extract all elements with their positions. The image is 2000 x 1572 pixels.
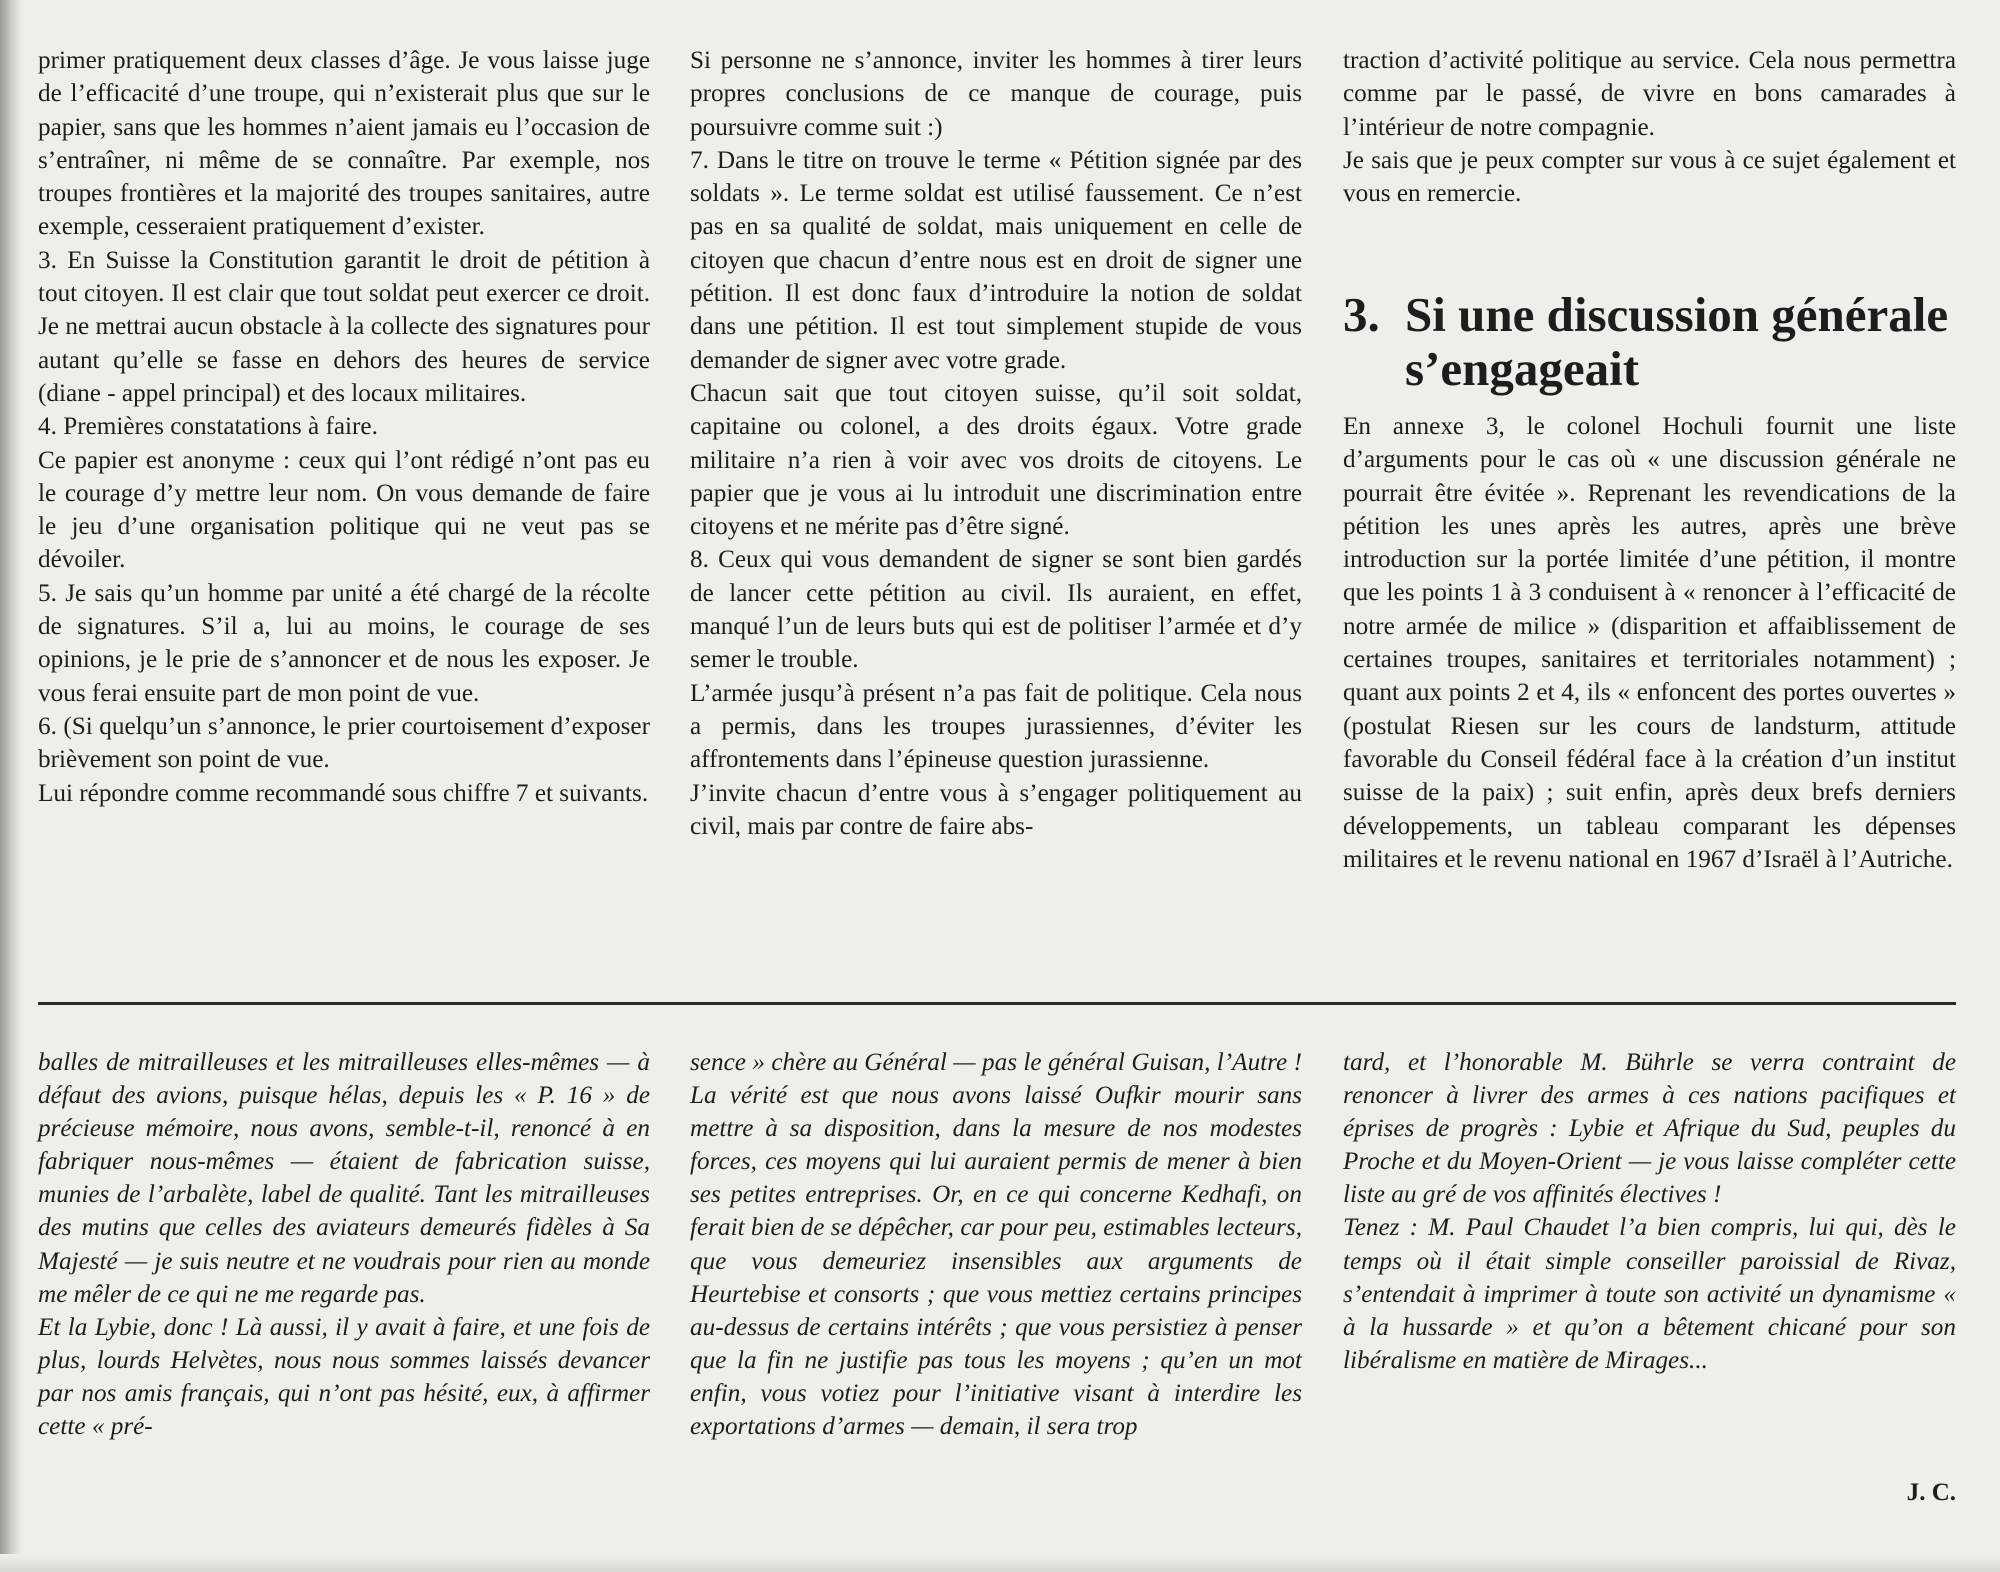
paragraph: Si personne ne s’annonce, inviter les hommes à tirer leurs propres conclusions de ce manque de courage, puis poursuivre comme suit :) bbox=[690, 47, 1302, 141]
paragraph: En annexe 3, le colonel Hochuli fournit une liste d’arguments pour le cas où « une discussion générale ne pourrait être évitée ». Reprenant les revendications de la pétition les unes après les autres, après une brève introduction sur la portée limitée d’une pétition, il montre que les points 1 à 3 conduisent à « renoncer à l’efficacité de notre armée de milice » (disparition et affaiblissement de certaines troupes, sanitaires et territoriales notamment) ; quant aux points 2 et 4, ils « enfoncent des portes ouvertes » (postulat Riesen sur les cours de landsturm, attitude favorable du Conseil fédéral face à la création d’un institut suisse de la paix) ; suit enfin, après deux brefs derniers développements, un tableau comparant les dépenses militaires et le revenu national en 1967 d’Israël à l’Autriche. bbox=[1343, 413, 1956, 873]
paragraph: 8. Ceux qui vous demandent de signer se sont bien gardés de lancer cette pétition au civil. Ils auraient, en effet, manqué l’un de leurs buts qui est de politiser l’armée et d’y semer le trouble. bbox=[690, 546, 1302, 674]
paragraph: Tenez : M. Paul Chaudet l’a bien compris, lui qui, dès le temps où il était simple conseiller paroissial de Rivaz, s’entendait à imprimer à toute son activité un dynamisme « à la hussarde » et qu’on a bêtement chicané pour son libéralisme en matière de Mirages... bbox=[1343, 1214, 1956, 1374]
paragraph: Ce papier est anonyme : ceux qui l’ont rédigé n’ont pas eu le courage d’y mettre leur nom. On vous demande de faire le jeu d’une organisation politique qui ne veut pas se dévoiler. bbox=[38, 446, 650, 574]
section-number: 3. bbox=[1343, 287, 1380, 342]
paragraph: primer pratiquement deux classes d’âge. Je vous laisse juge de l’efficacité d’une troupe, qui n’existerait plus que sur le papier, sans que les hommes n’aient jamais eu l’occasion de s’entraîner, ni même de se connaître. Par exemple, nos troupes frontières et la majorité des troupes sanitaires, autre exemple, cesseraient pratiquement d’exister. bbox=[38, 47, 650, 241]
paragraph: Lui répondre comme recommandé sous chiffre 7 et suivants. bbox=[38, 779, 649, 807]
horizontal-rule bbox=[38, 1002, 1956, 1005]
paragraph: L’armée jusqu’à présent n’a pas fait de politique. Cela nous a permis, dans les troupes jurassiennes, d’éviter les affrontements dans l’épineuse question jurassienne. bbox=[690, 679, 1302, 774]
paragraph: 7. Dans le titre on trouve le terme « Pétition signée par des soldats ». Le terme soldat est utilisé faussement. Ce n’est pas en sa qualité de soldat, mais uniquement en celle de citoyen que chacun d’entre nous est en droit de signer une pétition. Il est donc faux d’introduire la notion de soldat dans une pétition. Il est tout simplement stupide de vous demander de signer avec votre grade. bbox=[690, 146, 1302, 374]
scan-bottom-edge bbox=[0, 1554, 2000, 1572]
paragraph: 4. Premières constatations à faire. bbox=[38, 413, 378, 441]
paragraph: 3. En Suisse la Constitution garantit le droit de pétition à tout citoyen. Il est clair que tout soldat peut exercer ce droit. Je ne mettrai aucun obstacle à la collecte des signatures pour autant qu’elle se fasse en dehors des heures de service (diane - appel principal) et des locaux militaires. bbox=[38, 246, 650, 407]
paragraph: 5. Je sais qu’un homme par unité a été chargé de la récolte de signatures. S’il a, lui au moins, le courage de ses opinions, je le prie de s’annoncer et de nous les exposer. Je vous ferai ensuite part de mon point de vue. bbox=[38, 579, 650, 707]
paragraph: J’invite chacun d’entre vous à s’engager politiquement au civil, mais par contre de faire abs- bbox=[690, 779, 1302, 840]
lower-column-1 bbox=[38, 1046, 650, 1443]
heading-line-1: Si une discussion générale bbox=[1405, 287, 1949, 342]
paragraph: Et la Lybie, donc ! Là aussi, il y avait à faire, et une fois de plus, lourds Helvètes, nous nous sommes laissés devancer par nos amis français, qui n’ont pas hésité, eux, à affirmer cette « pré- bbox=[38, 1313, 650, 1441]
section-heading bbox=[1343, 288, 1963, 396]
lower-column-3 bbox=[1343, 1046, 1956, 1377]
paragraph: sence » chère au Général — pas le général Guisan, l’Autre ! La vérité est que nous avons laissé Oufkir mourir sans mettre à sa disposition, dans la mesure de nos modestes forces, ces moyens qui lui auraient permis de mener à bien ses petites entreprises. Or, en ce qui concerne Kedhafi, on ferait bien de se dépêcher, car pour peu, estimables lecteurs, que vous demeuriez insensibles aux arguments de Heurtebise et consorts ; que vous mettiez certains principes au-dessus de certains intérêts ; que vous persistiez à penser que la fin ne justifie pas tous les moyens ; qu’en un mot enfin, vous votiez pour l’initiative visant à interdire les exportations d’armes — demain, il sera trop bbox=[690, 1049, 1302, 1441]
upper-column-3-bottom bbox=[1343, 410, 1956, 876]
scan-shadow-edge bbox=[0, 0, 22, 1572]
paragraph: balles de mitrailleuses et les mitrailleuses elles-mêmes — à défaut des avions, puisque hélas, depuis les « P. 16 » de précieuse mémoire, nous avons, semble-t-il, renoncé à en fabriquer nous-mêmes — étaient de fabrication suisse, munies de l’arbalète, label de qualité. Tant les mitrailleuses des mutins que celles des aviateurs demeurés fidèles à Sa Majesté — je suis neutre et ne voudrais pour rien au monde me mêler de ce qui ne me regarde pas. bbox=[38, 1049, 650, 1308]
upper-column-1 bbox=[38, 44, 650, 810]
paragraph: 6. (Si quelqu’un s’annonce, le prier courtoisement d’exposer brièvement son point de vue. bbox=[38, 712, 650, 774]
paragraph: traction d’activité politique au service. Cela nous permettra comme par le passé, de vivre en bons camarades à l’intérieur de notre compagnie. bbox=[1343, 47, 1956, 141]
upper-column-2 bbox=[690, 44, 1302, 843]
upper-column-3-top bbox=[1343, 44, 1956, 210]
author-signature: J. C. bbox=[1906, 1479, 1956, 1506]
paragraph: Chacun sait que tout citoyen suisse, qu’il soit soldat, capitaine ou colonel, a des droits égaux. Votre grade militaire n’a rien à voir avec vos droits de citoyens. Le papier que je vous ai lu introduit une discrimination entre citoyens et ne mérite pas d’être signé. bbox=[690, 379, 1302, 541]
lower-column-2 bbox=[690, 1046, 1302, 1443]
paragraph: Je sais que je peux compter sur vous à ce sujet également et vous en remercie. bbox=[1343, 146, 1956, 208]
paragraph: tard, et l’honorable M. Bührle se verra contraint de renoncer à livrer des armes à ces nations pacifiques et éprises de progrès : Lybie et Afrique du Sud, peuples du Proche et du Moyen-Orient — je vous laisse compléter cette liste au gré de vos affinités électives ! bbox=[1343, 1049, 1956, 1209]
heading-line-2: s’engageait bbox=[1405, 341, 1640, 396]
